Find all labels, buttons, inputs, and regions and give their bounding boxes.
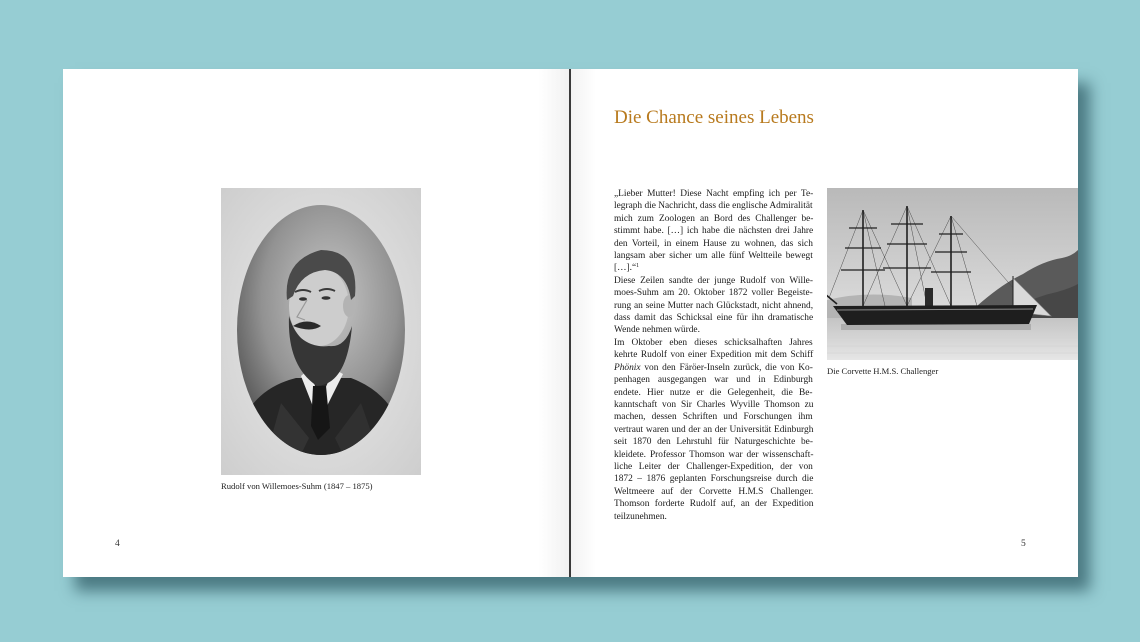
body-line: seit 1870 den Lehrstuhl für Naturgeschichte be- [614,437,813,448]
body-line: kleidete. Professor Thomson war der wissenschaft- [614,449,814,460]
body-line: Thomson forderte Rudolf auf, an der Expedition [614,499,814,510]
body-line: […].“$^1$ [614,263,640,274]
body-line: 1872 – 1876 geplanten Forschungsreise durch die [614,474,814,485]
body-line: „Lieber Mutter! Diese Nacht empfing ich per Te- [614,189,814,199]
body-line: dass damit das Schicksal eine für ihn dramatische [614,313,814,324]
body-line: rung an seine Mutter nach Glückstadt, nicht ahnend, [614,300,814,311]
body-line: kanntschaft von Sir Charles Wyville Thomson zu [614,399,814,410]
body-line: stimmt habe. […] ich habe die nächsten drei Jahre [614,226,814,237]
body-text [614,188,813,523]
body-line: Im Oktober eben dieses schicksalhaften Jahres [614,337,813,348]
body-line: liche Leiter der Challenger-Expedition, der von [614,461,813,472]
footnote-ref: 1 [636,263,640,270]
body-line: machen, dessen Schriften und Forschungen ihm [614,412,813,423]
body-line: Weltmeere auf der Corvette H.M.S Challenger. [614,486,814,497]
ship-name: Phönix [614,362,641,373]
body-line: Phönix von den Färöer-Inseln zurück, die von Ko- [614,362,813,373]
ship-caption: Die Corvette H.M.S. Challenger [827,366,939,376]
page-number-right: 5 [1021,539,1026,549]
portrait-photo [221,188,421,475]
ship-photo [827,188,1078,360]
body-line: endete. Hier nutze er die Gelegenheit, die Be- [614,387,813,398]
portrait-caption: Rudolf von Willemoes-Suhm (1847 – 1875) [221,481,373,491]
body-line: Diese Zeilen sandte der junge Rudolf von Wille- [614,275,813,286]
body-line: langsam aber sicher um alle fünf Weltteile bewegt [614,251,813,262]
body-line: vertraut waren und der an der Universität Edinburgh [614,424,814,435]
body-line: penhagen ausgegangen war und in Edinburgh [614,375,813,386]
body-line: kehrte Rudolf von einer Expedition mit dem Schiff [614,350,814,361]
body-line: moes-Suhm am 20. Oktober 1872 voller Begeiste- [614,288,813,299]
book-spine [569,69,571,577]
body-line: legraph die Nachricht, dass die englische Admiralität [614,201,813,212]
body-line: teilzunehmen. [614,511,667,522]
page-number-left: 4 [115,539,120,549]
chapter-title: Die Chance seines Lebens [614,107,814,128]
body-line: Wende nehmen würde. [614,325,700,336]
body-line: mich zum Zoologen an Bord des Challenger be- [614,213,814,224]
body-line: den Vorteil, in einem Hause zu wohnen, das sich [614,238,813,249]
book-spread [63,69,1078,577]
